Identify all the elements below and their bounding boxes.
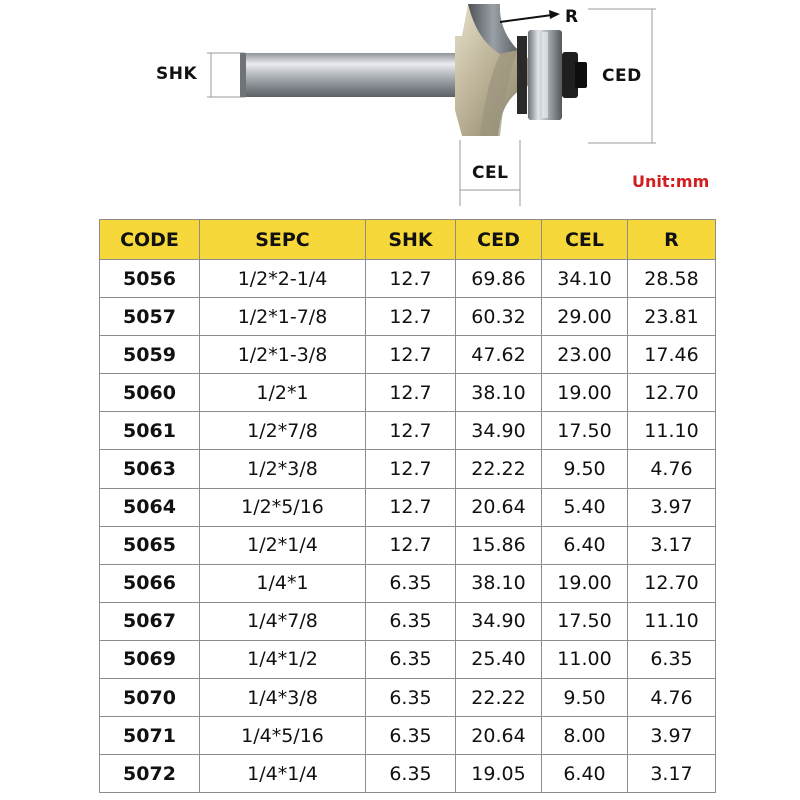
cell-cel: 19.00: [542, 374, 628, 412]
cell-code: 5057: [100, 298, 200, 336]
cell-r: 4.76: [628, 679, 716, 717]
cell-shk: 12.7: [366, 260, 456, 298]
cell-shk: 6.35: [366, 717, 456, 755]
table-row: [100, 602, 716, 640]
cell-code: 5067: [100, 602, 200, 640]
cell-cel: 11.00: [542, 640, 628, 678]
cell-spec: 1/2*3/8: [200, 450, 366, 488]
cel-label: CEL: [472, 163, 509, 183]
cell-spec: 1/4*1/2: [200, 640, 366, 678]
cell-r: 3.17: [628, 526, 716, 564]
table-row: [100, 450, 716, 488]
cell-cel: 6.40: [542, 526, 628, 564]
cell-spec: 1/2*7/8: [200, 412, 366, 450]
table-row: [100, 374, 716, 412]
shk-label: SHK: [156, 64, 198, 84]
router-bit-diagram: [0, 0, 800, 210]
cell-ced: 38.10: [456, 374, 542, 412]
cell-code: 5071: [100, 717, 200, 755]
cell-spec: 1/4*1: [200, 564, 366, 602]
cell-ced: 34.90: [456, 602, 542, 640]
table-body: [100, 260, 716, 793]
header-ced: CED: [456, 220, 542, 260]
cell-ced: 19.05: [456, 755, 542, 793]
cell-shk: 6.35: [366, 679, 456, 717]
cell-cel: 19.00: [542, 564, 628, 602]
cell-spec: 1/2*1-3/8: [200, 336, 366, 374]
cell-ced: 22.22: [456, 679, 542, 717]
cell-cel: 34.10: [542, 260, 628, 298]
cell-spec: 1/2*1-7/8: [200, 298, 366, 336]
cell-r: 23.81: [628, 298, 716, 336]
shk-dimension: [207, 53, 245, 97]
cell-ced: 38.10: [456, 564, 542, 602]
cell-ced: 15.86: [456, 526, 542, 564]
r-arrow: [500, 10, 560, 22]
cell-cel: 17.50: [542, 412, 628, 450]
cell-ced: 34.90: [456, 412, 542, 450]
cell-r: 3.97: [628, 488, 716, 526]
header-code: CODE: [100, 220, 200, 260]
ced-label: CED: [602, 66, 642, 86]
table-row: [100, 260, 716, 298]
cell-r: 11.10: [628, 602, 716, 640]
cell-spec: 1/2*2-1/4: [200, 260, 366, 298]
cell-code: 5066: [100, 564, 200, 602]
cell-shk: 12.7: [366, 450, 456, 488]
cell-ced: 20.64: [456, 488, 542, 526]
cell-ced: 25.40: [456, 640, 542, 678]
cell-spec: 1/4*7/8: [200, 602, 366, 640]
table-row: [100, 755, 716, 793]
header-cel: CEL: [542, 220, 628, 260]
cell-shk: 12.7: [366, 374, 456, 412]
header-shk: SHK: [366, 220, 456, 260]
header-spec: SEPC: [200, 220, 366, 260]
spec-table: [99, 219, 716, 793]
cell-r: 4.76: [628, 450, 716, 488]
cell-spec: 1/4*1/4: [200, 755, 366, 793]
cell-shk: 6.35: [366, 564, 456, 602]
unit-label: Unit:mm: [632, 172, 710, 191]
cell-spec: 1/4*3/8: [200, 679, 366, 717]
cell-cel: 8.00: [542, 717, 628, 755]
cell-ced: 60.32: [456, 298, 542, 336]
cell-code: 5072: [100, 755, 200, 793]
cell-r: 3.97: [628, 717, 716, 755]
cell-cel: 29.00: [542, 298, 628, 336]
cell-code: 5061: [100, 412, 200, 450]
cell-r: 6.35: [628, 640, 716, 678]
cell-cel: 5.40: [542, 488, 628, 526]
table-row: [100, 640, 716, 678]
cell-cel: 23.00: [542, 336, 628, 374]
table-row: [100, 298, 716, 336]
cell-cel: 9.50: [542, 450, 628, 488]
cell-code: 5056: [100, 260, 200, 298]
cell-ced: 69.86: [456, 260, 542, 298]
cell-code: 5059: [100, 336, 200, 374]
cell-spec: 1/4*5/16: [200, 717, 366, 755]
cell-r: 3.17: [628, 755, 716, 793]
cell-code: 5063: [100, 450, 200, 488]
cell-spec: 1/2*1: [200, 374, 366, 412]
r-label: R: [565, 7, 579, 27]
cell-r: 28.58: [628, 260, 716, 298]
table-row: [100, 717, 716, 755]
cell-r: 12.70: [628, 374, 716, 412]
cell-shk: 6.35: [366, 640, 456, 678]
cell-cel: 6.40: [542, 755, 628, 793]
cell-r: 11.10: [628, 412, 716, 450]
cell-spec: 1/2*1/4: [200, 526, 366, 564]
table-row: [100, 564, 716, 602]
table-row: [100, 488, 716, 526]
cell-code: 5060: [100, 374, 200, 412]
cell-shk: 12.7: [366, 526, 456, 564]
table-row: [100, 526, 716, 564]
cell-cel: 9.50: [542, 679, 628, 717]
cell-spec: 1/2*5/16: [200, 488, 366, 526]
cell-r: 12.70: [628, 564, 716, 602]
cell-shk: 12.7: [366, 336, 456, 374]
cell-shk: 12.7: [366, 488, 456, 526]
cell-ced: 47.62: [456, 336, 542, 374]
cell-code: 5065: [100, 526, 200, 564]
cell-cel: 17.50: [542, 602, 628, 640]
cell-ced: 22.22: [456, 450, 542, 488]
cell-ced: 20.64: [456, 717, 542, 755]
cell-shk: 6.35: [366, 755, 456, 793]
cell-code: 5064: [100, 488, 200, 526]
cell-code: 5070: [100, 679, 200, 717]
cell-r: 17.46: [628, 336, 716, 374]
cell-shk: 12.7: [366, 412, 456, 450]
header-r: R: [628, 220, 716, 260]
table-row: [100, 336, 716, 374]
table-row: [100, 412, 716, 450]
cell-code: 5069: [100, 640, 200, 678]
table-row: [100, 679, 716, 717]
cell-shk: 12.7: [366, 298, 456, 336]
table-header-row: [100, 220, 716, 260]
bit-shank: [240, 53, 458, 97]
cell-shk: 6.35: [366, 602, 456, 640]
